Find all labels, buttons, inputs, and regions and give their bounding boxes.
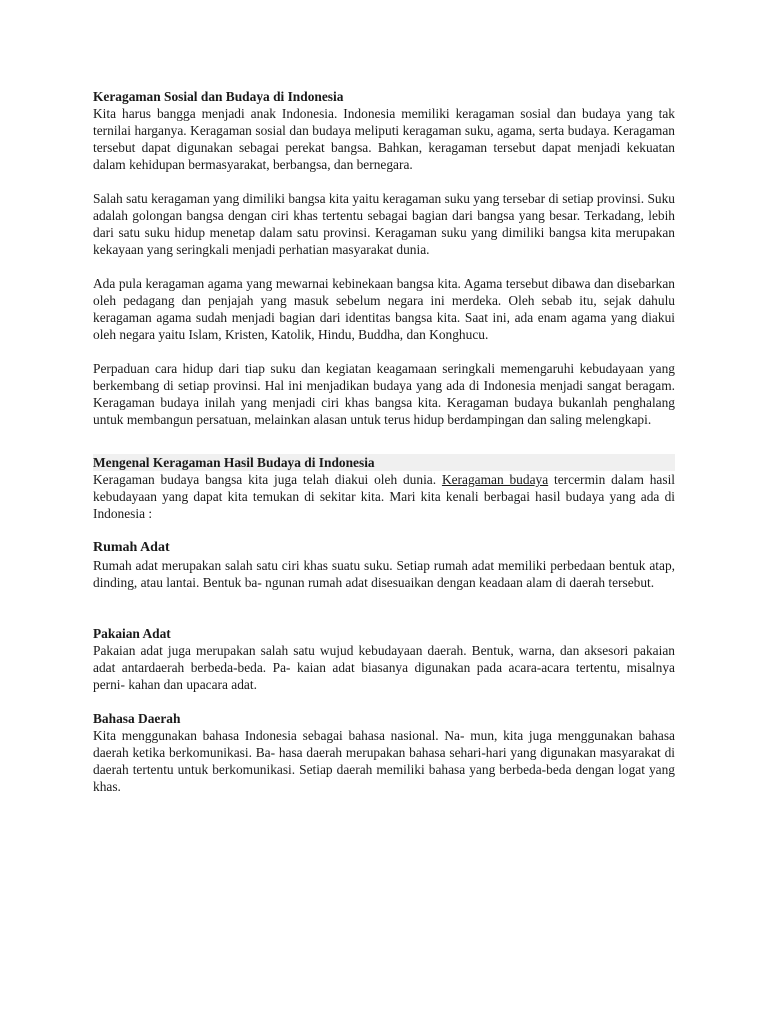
paragraph-rumah-adat: Rumah adat merupakan salah satu ciri khas suatu suku. Setiap rumah adat memiliki perbedaan bentuk atap, dinding, atau lantai. Bentuk ba- ngunan rumah adat disesuaikan dengan keadaan alam di daerah tersebut. xyxy=(93,558,675,590)
document-page xyxy=(93,88,675,795)
subheading-pakaian-adat: Pakaian Adat xyxy=(93,626,171,641)
keragaman-budaya-link[interactable]: Keragaman budaya xyxy=(441,472,549,487)
paragraph-bahasa-daerah: Kita menggunakan bahasa Indonesia sebagai bahasa nasional. Na- mun, kita juga menggunakan bahasa daerah ketika berkomunikasi. Ba- hasa daerah merupakan bahasa sehari-hari yang digunakan masyarakat di daerah tertentu untuk berkomunikasi. Setiap daerah memiliki bahasa yang berbeda-beda dengan logat yang khas. xyxy=(93,728,675,794)
subheading-bahasa-daerah: Bahasa Daerah xyxy=(93,711,181,726)
section-title-hasil-budaya: Mengenal Keragaman Hasil Budaya di Indonesia xyxy=(93,454,675,471)
paragraph-pakaian-adat: Pakaian adat juga merupakan salah satu wujud kebudayaan daerah. Bentuk, warna, dan aksesori pakaian adat antardaerah berbeda-beda. Pa- kaian adat biasanya digunakan pada acara-acara tertentu, misalnya perni- kahan dan upacara adat. xyxy=(93,643,675,692)
intro-text-after: tercermin dalam hasil kebudayaan yang dapat kita temukan di sekitar kita. Mari kita kenali berbagai hasil budaya yang ada di Indonesia : xyxy=(93,472,676,521)
intro-text-before: Keragaman budaya bangsa kita juga telah diakui oleh dunia. xyxy=(93,472,442,487)
paragraph-intro: Kita harus bangga menjadi anak Indonesia. Indonesia memiliki keragaman sosial dan budaya yang tak ternilai harganya. Keragaman sosial dan budaya meliputi keragaman suku, agama, serta budaya. Keragaman tersebut dapat digunakan sebagai perekat bangsa. Bahkan, keragaman tersebut dapat menjadi kekuatan dalam kehidupan bermasyarakat, berbangsa, dan bernegara. xyxy=(93,106,675,172)
paragraph-budaya: Perpaduan cara hidup dari tiap suku dan kegiatan keagamaan seringkali memengaruhi kebudayaan yang berkembang di setiap provinsi. Hal ini menjadikan budaya yang ada di Indonesia menjadi sangat beragam. Keragaman budaya inilah yang menjadi ciri khas bangsa kita. Keragaman budaya bukanlah penghalang untuk membangun persatuan, melainkan alasan untuk terus hidup berdampingan dan saling melengkapi. xyxy=(93,361,675,427)
subheading-rumah-adat: Rumah Adat xyxy=(93,540,170,555)
paragraph-suku: Salah satu keragaman yang dimiliki bangsa kita yaitu keragaman suku yang tersebar di setiap provinsi. Suku adalah golongan bangsa dengan ciri khas tertentu sebagai bagian dari bangsa yang besar. Terkadang, lebih dari satu suku hidup menetap dalam satu provinsi. Keragaman suku yang dimiliki bangsa kita merupakan kekayaan yang seringkali menjadi perhatian masyarakat dunia. xyxy=(93,191,675,257)
paragraph-hasil-budaya xyxy=(93,471,675,522)
paragraph-agama: Ada pula keragaman agama yang mewarnai kebinekaan bangsa kita. Agama tersebut dibawa dan disebarkan oleh pedagang dan penjajah yang masuk sebelum negara ini merdeka. Oleh sebab itu, sejak dahulu keragaman agama sudah menjadi bagian dari identitas bangsa kita. Saat ini, ada enam agama yang diakui oleh negara yaitu Islam, Kristen, Katolik, Hindu, Buddha, dan Konghucu. xyxy=(93,276,675,342)
section-title-keragaman-sosial: Keragaman Sosial dan Budaya di Indonesia xyxy=(93,89,344,104)
